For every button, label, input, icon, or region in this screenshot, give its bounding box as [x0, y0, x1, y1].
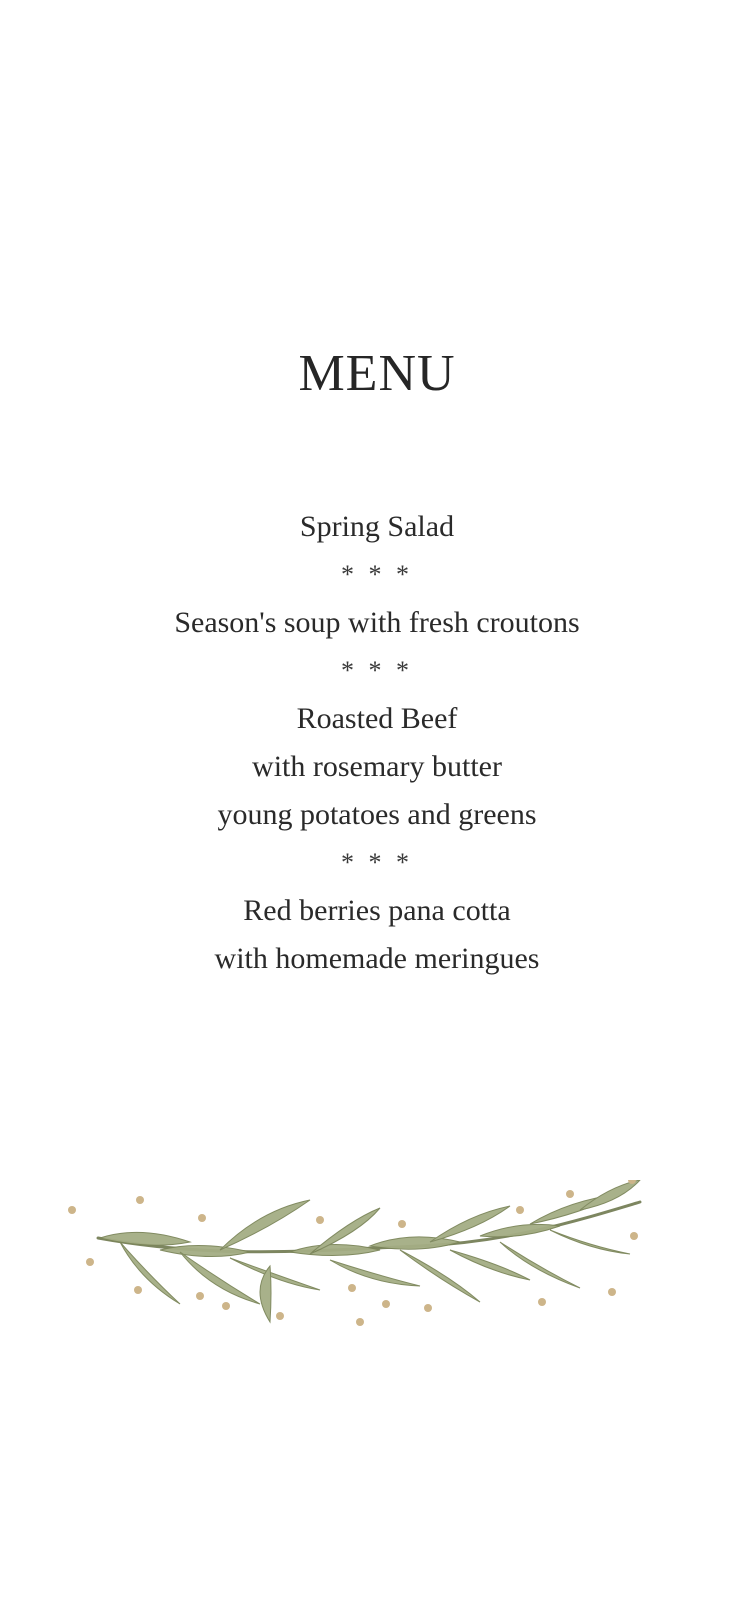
- leaves: [100, 1180, 640, 1322]
- dish-roasted-beef-detail-1: with rosemary butter: [252, 750, 502, 783]
- course-separator: * * *: [341, 560, 413, 589]
- course-separator: * * *: [341, 848, 413, 877]
- olive-branch-illustration: [60, 1180, 660, 1340]
- menu-title: MENU: [298, 345, 456, 402]
- course-separator: * * *: [341, 656, 413, 685]
- dish-panna-cotta-detail: with homemade meringues: [214, 942, 540, 975]
- dish-spring-salad: Spring Salad: [299, 510, 455, 543]
- dish-roasted-beef-detail-2: young potatoes and greens: [217, 798, 537, 831]
- dish-panna-cotta: Red berries pana cotta: [243, 894, 511, 927]
- menu-list: [0, 503, 754, 983]
- dish-soup: Season's soup with fresh croutons: [174, 606, 580, 639]
- dish-roasted-beef: Roasted Beef: [296, 702, 458, 735]
